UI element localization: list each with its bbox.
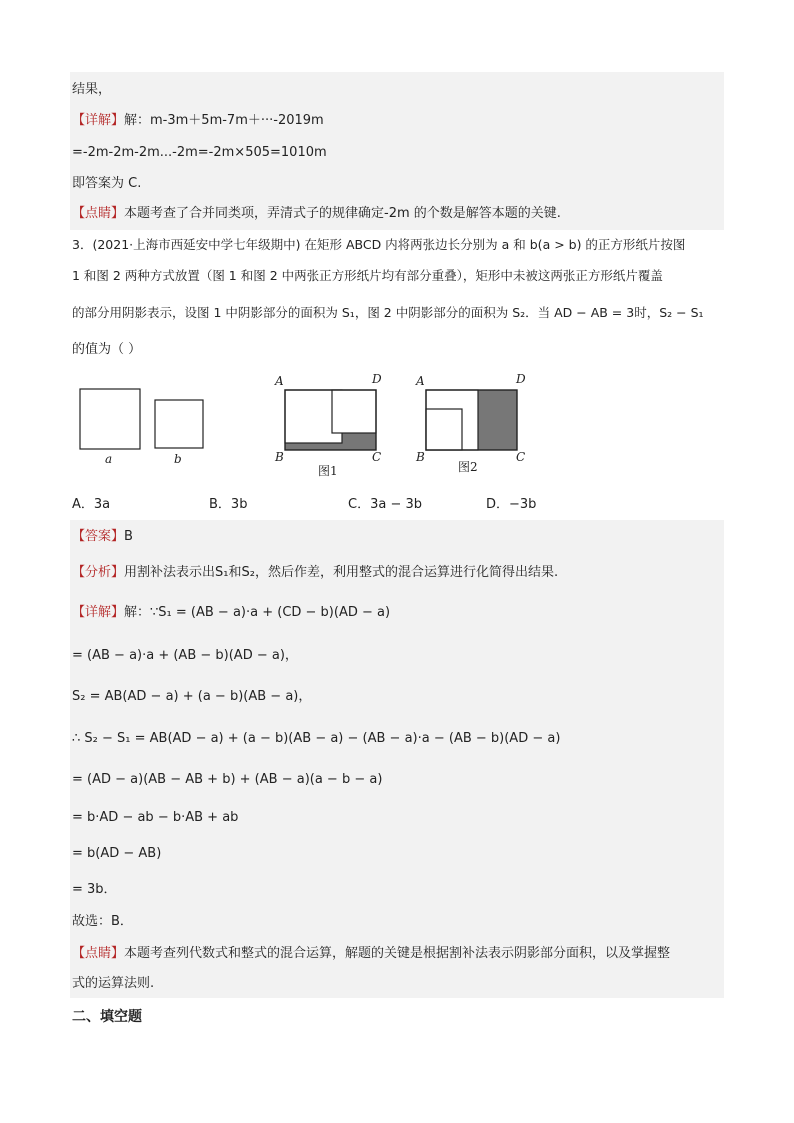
key-point-line: 式的运算法则. (72, 976, 155, 991)
answer-tag: 【答案】 (72, 529, 125, 544)
fig2-caption: 图2 (458, 460, 478, 474)
equation-line: = b(AD − AB) (72, 846, 162, 861)
fig2-vertex-d: D (516, 372, 526, 386)
equation-line: ∴ S₂ − S₁ = AB(AD − a) + (a − b)(AB − a) − (AB − a)·a − (AB − b)(AD − a) (72, 731, 561, 746)
key-point-text: 本题考查了合并同类项，弄清式子的规律确定-2m 的个数是解答本题的关键. (124, 206, 561, 221)
fig1-vertex-b: B (275, 450, 284, 464)
fig2-vertex-b: B (416, 450, 425, 464)
figure-1 (285, 390, 376, 450)
fig1-vertex-a: A (275, 374, 284, 388)
key-point-line (72, 206, 561, 222)
fig1-vertex-d: D (372, 372, 382, 386)
fig1-square-b (332, 390, 376, 433)
text-line: =-2m-2m-2m...-2m=-2m×505=1010m (72, 145, 327, 160)
figure-2 (426, 390, 517, 450)
analysis-text: 用割补法表示出S₁和S₂，然后作差，利用整式的混合运算进行化简得出结果. (124, 565, 559, 580)
square-b (155, 400, 203, 448)
question-line: 的值为（ ） (72, 342, 142, 357)
key-point-tag: 【点睛】 (72, 946, 125, 961)
fig2-vertex-a: A (416, 374, 425, 388)
answer-text: B (124, 529, 133, 544)
option-a: A．3a (72, 497, 111, 512)
fig2-shade-right (478, 390, 517, 450)
fig2-vertex-c: C (516, 450, 526, 464)
text-line: 即答案为 C. (72, 176, 142, 191)
answer-line (72, 529, 133, 545)
key-point-line (72, 946, 670, 962)
fig2-square-b (426, 409, 462, 450)
equation-line: = 3b． (72, 882, 117, 897)
detail-text: 解：∵S₁ = (AB − a)·a + (CD − b)(AD − a) (124, 605, 391, 620)
equation-line: = b·AD − ab − b·AB + ab (72, 810, 239, 825)
fig1-caption: 图1 (318, 464, 338, 478)
key-point-text: 本题考查列代数式和整式的混合运算，解题的关键是根据割补法表示阴影部分面积，以及掌握整 (124, 946, 671, 961)
section-title: 二、填空题 (72, 1009, 142, 1025)
analysis-line (72, 565, 558, 581)
detail-text: 解：m-3m＋5m-7m＋···-2019m (124, 113, 324, 128)
detail-line (72, 605, 390, 621)
solution-background-band (70, 520, 724, 998)
text-line: 结果， (72, 82, 112, 97)
detail-line (72, 113, 324, 129)
square-b-label: b (174, 452, 182, 466)
square-a-label: a (105, 452, 113, 466)
question-line: 3．(2021·上海市西延安中学七年级期中) 在矩形 ABCD 内将两张边长分别为 a 和 b(a > b) 的正方形纸片按图 (72, 237, 686, 252)
fig1-vertex-c: C (372, 450, 382, 464)
equation-line: = (AD − a)(AB − AB + b) + (AB − a)(a − b − a) (72, 772, 383, 787)
equation-line: S₂ = AB(AD − a) + (a − b)(AB − a)， (72, 689, 312, 704)
choice-line: 故选：B． (72, 914, 133, 929)
question-line: 的部分用阴影表示，设图 1 中阴影部分的面积为 S₁，图 2 中阴影部分的面积为 S₂．当 AD − AB = 3时，S₂ − S₁ (72, 305, 704, 320)
option-b: B．3b (209, 497, 248, 512)
question-line: 1 和图 2 两种方式放置（图 1 和图 2 中两张正方形纸片均有部分重叠），矩形中未被这两张正方形纸片覆盖 (72, 268, 663, 283)
detail-tag: 【详解】 (72, 113, 125, 128)
option-c: C．3a − 3b (348, 497, 422, 512)
detail-tag: 【详解】 (72, 605, 125, 620)
option-d: D．−3b (486, 497, 537, 512)
key-point-tag: 【点睛】 (72, 206, 125, 221)
analysis-tag: 【分析】 (72, 565, 125, 580)
equation-line: = (AB − a)·a + (AB − b)(AD − a)， (72, 648, 298, 663)
square-a (80, 389, 140, 449)
